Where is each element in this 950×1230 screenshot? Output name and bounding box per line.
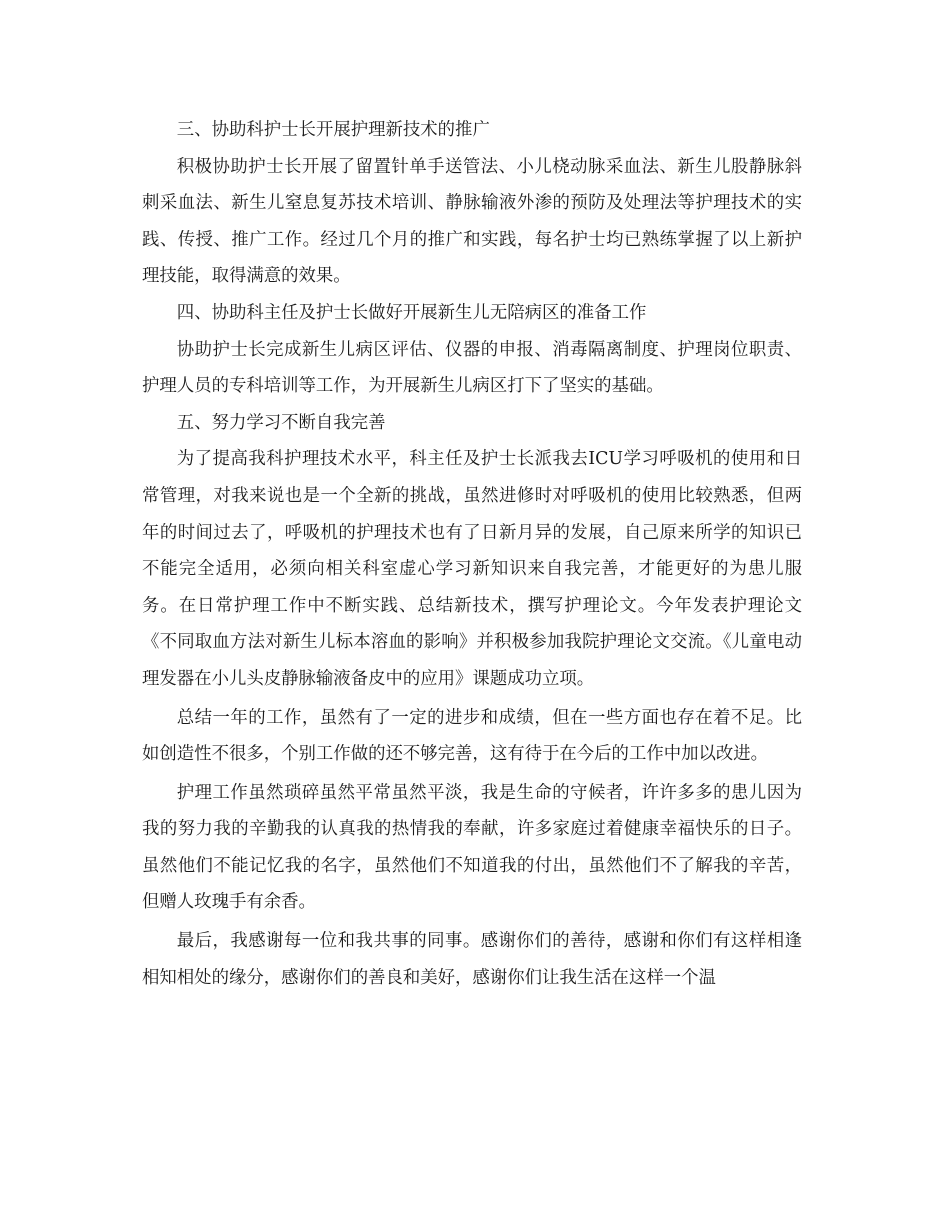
paragraph-new-techniques: 积极协助护士长开展了留置针单手送管法、小儿桡动脉采血法、新生儿股静脉斜刺采血法、新生儿窒息复苏技术培训、静脉输液外渗的预防及处理法等护理技术的实践、传授、推广工作。经过几个月的推广和实践，每名护士均已熟练掌握了以上新护理技能，取得满意的效果。 xyxy=(142,156,802,287)
section-heading-4: 四、协助科主任及护士长做好开展新生儿无陪病区的准备工作 xyxy=(176,302,647,323)
document-body xyxy=(142,112,802,996)
paragraph-ward-preparation: 协助护士长完成新生儿病区评估、仪器的申报、消毒隔离制度、护理岗位职责、护理人员的专科培训等工作，为开展新生儿病区打下了坚实的基础。 xyxy=(142,339,802,397)
paragraph-summary: 总结一年的工作，虽然有了一定的进步和成绩，但在一些方面也存在着不足。比如创造性不很多，个别工作做的还不够完善，这有待于在今后的工作中加以改进。 xyxy=(142,707,802,765)
section-heading-5: 五、努力学习不断自我完善 xyxy=(176,412,386,433)
paragraph-thanks: 最后，我感谢每一位和我共事的同事。感谢你们的善待，感谢和你们有这样相逢相知相处的缘分，感谢你们的善良和美好，感谢你们让我生活在这样一个温 xyxy=(142,931,802,988)
section-heading-3: 三、协助科护士长开展护理新技术的推广 xyxy=(176,120,490,140)
paragraph-self-improvement: 为了提高我科护理技术水平，科主任及护士长派我去ICU学习呼吸机的使用和日常管理，对我来说也是一个全新的挑战，虽然进修时对呼吸机的使用比较熟悉，但两年的时间过去了，呼吸机的护理技术也有了日新月异的发展，自己原来所学的知识已不能完全适用，必须向相关科室虚心学习新知识来自我完善，才能更好的为患儿服务。在日常护理工作中不断实践、总结新技术，撰写护理论文。今年发表护理论文《不同取血方法对新生儿标本溶血的影响》并积极参加我院护理论文交流。《儿童电动理发器在小儿头皮静脉输液备皮中的应用》课题成功立项。 xyxy=(142,449,802,689)
paragraph-nursing-reflection: 护理工作虽然琐碎虽然平常虽然平淡，我是生命的守候者，许许多多的患儿因为我的努力我的辛勤我的认真我的热情我的奉献，许多家庭过着健康幸福快乐的日子。虽然他们不能记忆我的名字，虽然他们不知道我的付出，虽然他们不了解我的辛苦，但赠人玫瑰手有余香。 xyxy=(142,782,802,913)
